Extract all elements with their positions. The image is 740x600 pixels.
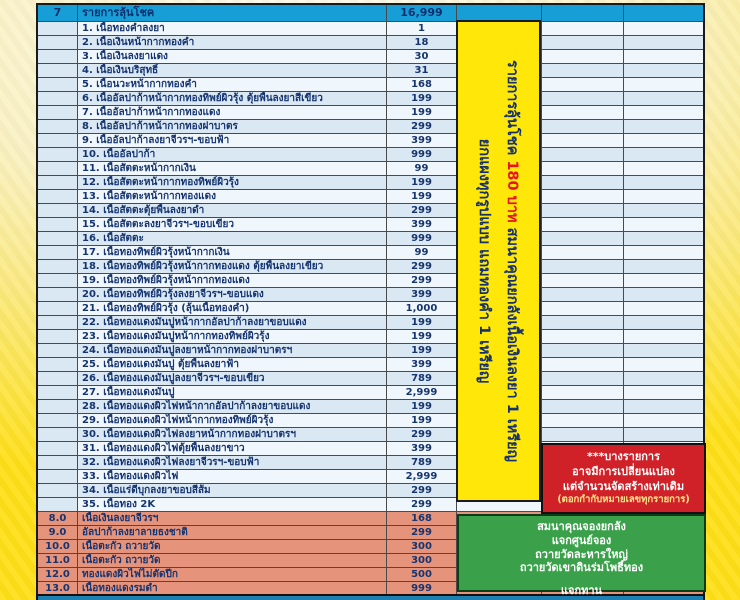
item-no [38, 92, 78, 106]
item-price: 399 [387, 358, 457, 372]
item-label: 16. เนื้อสัตตะ [78, 232, 387, 246]
empty-cell [542, 190, 624, 204]
table-row [38, 260, 703, 274]
item-price: 199 [387, 316, 457, 330]
empty-cell [624, 176, 703, 190]
item-price: 199 [387, 344, 457, 358]
item-price: 199 [387, 330, 457, 344]
notice-line: อาจมีการเปลี่ยนแปลง [572, 464, 675, 478]
item-no [38, 470, 78, 484]
table-row [38, 204, 703, 218]
item-label: เนื้อตะกั่ว ถวายวัด [78, 540, 387, 554]
header-label: รายการลุ้นโชค [78, 5, 387, 22]
item-label: 28. เนื้อทองแดงผิวไฟหน้ากากอัลปาก้าลงยาขอบแดง [78, 400, 387, 414]
empty-cell [624, 106, 703, 120]
item-label: 2. เนื้อเงินหน้ากากทองคำ [78, 36, 387, 50]
item-no: 8.0 [38, 512, 78, 526]
empty-cell [624, 22, 703, 36]
item-price: 399 [387, 134, 457, 148]
empty-cell [542, 148, 624, 162]
item-label: 9. เนื้ออัลปาก้าลงยาจีวรฯ-ขอบฟ้า [78, 134, 387, 148]
empty-cell [542, 162, 624, 176]
item-label: 25. เนื้อทองแดงมันปู ตุ้ยพื้นลงยาฟ้า [78, 358, 387, 372]
item-price: 199 [387, 190, 457, 204]
header-empty-cell [624, 5, 703, 22]
item-no [38, 232, 78, 246]
item-price: 31 [387, 64, 457, 78]
item-price: 199 [387, 176, 457, 190]
empty-cell [542, 358, 624, 372]
empty-cell [542, 22, 624, 36]
item-label: เนื้อเงินลงยาจีวรฯ [78, 512, 387, 526]
item-no [38, 316, 78, 330]
empty-cell [542, 372, 624, 386]
empty-cell [542, 106, 624, 120]
table-row [38, 400, 703, 414]
table-row [38, 162, 703, 176]
empty-cell [624, 372, 703, 386]
empty-cell [624, 78, 703, 92]
table-row [38, 190, 703, 204]
table-row [38, 232, 703, 246]
empty-cell [624, 134, 703, 148]
item-label: เนื้อทองแดงรมดำ [78, 582, 387, 596]
donation-notice-box [457, 514, 706, 597]
empty-cell [624, 302, 703, 316]
item-label: 8. เนื้ออัลปาก้าหน้ากากทองฝาบาตร [78, 120, 387, 134]
item-no [38, 204, 78, 218]
table-row [38, 316, 703, 330]
item-no [38, 162, 78, 176]
empty-cell [624, 162, 703, 176]
table-row [38, 134, 703, 148]
item-label: 24. เนื้อทองแดงมันปูลงยาหน้ากากทองฝาบาตรฯ [78, 344, 387, 358]
item-label: 18. เนื้อทองทิพย์ผิวรุ้งหน้ากากทองแดง ตุ้ยพื้นลงยาเขียว [78, 260, 387, 274]
item-label: 22. เนื้อทองแดงมันปูหน้ากากอัลปาก้าลงยาขอบแดง [78, 316, 387, 330]
item-price: 299 [387, 274, 457, 288]
item-no [38, 498, 78, 512]
item-label: 12. เนื้อสัตตะหน้ากากทองทิพย์ผิวรุ้ง [78, 176, 387, 190]
item-no [38, 22, 78, 36]
empty-cell [624, 50, 703, 64]
table-row [38, 246, 703, 260]
item-price: 199 [387, 414, 457, 428]
item-price: 789 [387, 372, 457, 386]
empty-cell [542, 232, 624, 246]
empty-cell [542, 288, 624, 302]
item-no [38, 260, 78, 274]
item-label: 20. เนื้อทองทิพย์ผิวรุ้งลงยาจีวรฯ-ขอบแดง [78, 288, 387, 302]
item-no [38, 372, 78, 386]
item-label: 11. เนื้อสัตตะหน้ากากเงิน [78, 162, 387, 176]
item-price: 199 [387, 92, 457, 106]
item-label: 30. เนื้อทองแดงผิวไฟลงยาหน้ากากทองฝาบาตรฯ [78, 428, 387, 442]
item-price: 999 [387, 232, 457, 246]
item-label: 26. เนื้อทองแดงมันปูลงยาจีวรฯ-ขอบเขียว [78, 372, 387, 386]
empty-cell [542, 344, 624, 358]
table-row [38, 148, 703, 162]
table-row [38, 64, 703, 78]
item-no: 11.0 [38, 554, 78, 568]
empty-cell [624, 400, 703, 414]
item-price: 199 [387, 400, 457, 414]
table-row [38, 92, 703, 106]
empty-cell [624, 386, 703, 400]
empty-cell [542, 246, 624, 260]
change-notice-box [541, 443, 706, 514]
table-row [38, 428, 703, 442]
table-row [38, 36, 703, 50]
empty-cell [624, 232, 703, 246]
item-no [38, 274, 78, 288]
notice-line: (ตอกกำกับหมายเลขทุกรายการ) [557, 494, 690, 506]
empty-cell [542, 428, 624, 442]
promo-line-1 [501, 22, 524, 500]
item-no [38, 484, 78, 498]
notice-line: แจกทาน [560, 584, 603, 597]
item-label: 3. เนื้อเงินลงยาแดง [78, 50, 387, 64]
item-no [38, 50, 78, 64]
item-label: 31. เนื้อทองแดงผิวไฟตุ้ยพื้นลงยาขาว [78, 442, 387, 456]
item-no [38, 64, 78, 78]
notice-line: ถวายวัดเขาดินร่มโพธิ์ทอง [519, 561, 644, 575]
empty-cell [624, 190, 703, 204]
item-no [38, 176, 78, 190]
item-no: 9.0 [38, 526, 78, 540]
item-no [38, 218, 78, 232]
item-price: 500 [387, 568, 457, 582]
item-no [38, 78, 78, 92]
item-no [38, 120, 78, 134]
item-label: 34. เนื้อแร่ดีบุกลงยาขอบสีส้ม [78, 484, 387, 498]
item-price: 299 [387, 260, 457, 274]
item-price: 1,000 [387, 302, 457, 316]
table-row [38, 50, 703, 64]
item-label: 17. เนื้อทองทิพย์ผิวรุ้งหน้ากากเงิน [78, 246, 387, 260]
item-price: 2,999 [387, 470, 457, 484]
empty-cell [542, 316, 624, 330]
item-label: 35. เนื้อทอง 2K [78, 498, 387, 512]
empty-cell [542, 176, 624, 190]
item-label: 1. เนื้อทองคำลงยา [78, 22, 387, 36]
table-row [38, 414, 703, 428]
item-price: 299 [387, 428, 457, 442]
item-no [38, 330, 78, 344]
item-label: 21. เนื้อทองทิพย์ผิวรุ้ง (ลุ้นเนื้อทองคำ) [78, 302, 387, 316]
item-price: 399 [387, 218, 457, 232]
empty-cell [542, 400, 624, 414]
item-label: 6. เนื้ออัลปาก้าหน้ากากทองทิพย์ผิวรุ้ง ตุ้ยพื้นลงยาสีเขียว [78, 92, 387, 106]
empty-cell [624, 358, 703, 372]
empty-cell [624, 120, 703, 134]
item-no [38, 414, 78, 428]
notice-line: แต่จำนวนจัดสร้างเท่าเดิม [562, 479, 685, 493]
header-price: 16,999 [387, 5, 457, 22]
empty-cell [624, 288, 703, 302]
item-price: 299 [387, 484, 457, 498]
table-row [38, 344, 703, 358]
item-price: 199 [387, 106, 457, 120]
item-no [38, 358, 78, 372]
table-row [38, 372, 703, 386]
item-no: 10.0 [38, 540, 78, 554]
item-no [38, 106, 78, 120]
item-price: 299 [387, 526, 457, 540]
table-header-row [38, 5, 703, 22]
item-label: 13. เนื้อสัตตะหน้ากากทองแดง [78, 190, 387, 204]
empty-cell [542, 386, 624, 400]
empty-cell [542, 260, 624, 274]
item-label: 23. เนื้อทองแดงมันปูหน้ากากทองทิพย์ผิวรุ้ง [78, 330, 387, 344]
table-row [38, 288, 703, 302]
item-label: 19. เนื้อทองทิพย์ผิวรุ้งหน้ากากทองแดง [78, 274, 387, 288]
empty-cell [624, 428, 703, 442]
item-label: 29. เนื้อทองแดงผิวไฟหน้ากากทองทิพย์ผิวรุ้ง [78, 414, 387, 428]
table-row [38, 386, 703, 400]
empty-cell [624, 148, 703, 162]
item-no [38, 302, 78, 316]
item-price: 399 [387, 288, 457, 302]
item-label: อัลปาก้าลงยาลายธงชาติ [78, 526, 387, 540]
table-row [38, 176, 703, 190]
item-label: 15. เนื้อสัตตะลงยาจีวรฯ-ขอบเขียว [78, 218, 387, 232]
table-row [38, 106, 703, 120]
item-label: 10. เนื้ออัลปาก้า [78, 148, 387, 162]
item-label: เนื้อตะกั่ว ถวายวัด [78, 554, 387, 568]
empty-cell [624, 36, 703, 50]
empty-cell [624, 316, 703, 330]
item-price: 999 [387, 582, 457, 596]
item-no [38, 36, 78, 50]
item-price: 300 [387, 540, 457, 554]
item-label: 14. เนื้อสัตตะตุ้ยพื้นลงยาดำ [78, 204, 387, 218]
empty-cell [542, 414, 624, 428]
empty-cell [542, 64, 624, 78]
item-label: 27. เนื้อทองแดงมันปู [78, 386, 387, 400]
table-row [38, 22, 703, 36]
item-price: 299 [387, 120, 457, 134]
item-label: 33. เนื้อทองแดงผิวไฟ [78, 470, 387, 484]
item-no: 12.0 [38, 568, 78, 582]
item-price: 168 [387, 512, 457, 526]
notice-line: สมนาคุณจองยกลัง [537, 520, 626, 533]
empty-cell [542, 50, 624, 64]
item-label: 4. เนื้อเงินบริสุทธิ์ [78, 64, 387, 78]
table-row [38, 274, 703, 288]
item-no: 13.0 [38, 582, 78, 596]
empty-cell [624, 64, 703, 78]
item-no [38, 288, 78, 302]
empty-cell [542, 78, 624, 92]
item-price: 789 [387, 456, 457, 470]
item-no [38, 190, 78, 204]
empty-cell [624, 344, 703, 358]
empty-cell [624, 414, 703, 428]
empty-cell [542, 302, 624, 316]
empty-cell [624, 330, 703, 344]
notice-line: แจกศูนย์จอง [551, 533, 612, 547]
item-no [38, 400, 78, 414]
item-label: ทองแดงผิวไฟไม่ตัดปีก [78, 568, 387, 582]
promo-price-highlight: 180 บาท [504, 160, 520, 223]
table-row [38, 330, 703, 344]
item-price: 18 [387, 36, 457, 50]
item-price: 30 [387, 50, 457, 64]
promo-line-1-post: สมนาคุณยกลังเนื้อเงินลงยา 1 เหรียญ [504, 222, 520, 462]
table-row [38, 78, 703, 92]
header-empty-cell [542, 5, 624, 22]
item-no [38, 442, 78, 456]
promo-banner-text [458, 22, 539, 500]
item-no [38, 134, 78, 148]
promo-banner [456, 20, 541, 502]
item-price: 99 [387, 246, 457, 260]
empty-cell [624, 260, 703, 274]
empty-cell [624, 246, 703, 260]
empty-cell [542, 120, 624, 134]
item-price: 99 [387, 162, 457, 176]
item-price: 299 [387, 204, 457, 218]
empty-cell [542, 92, 624, 106]
table-row [38, 302, 703, 316]
empty-cell [624, 274, 703, 288]
empty-cell [542, 330, 624, 344]
empty-cell [542, 204, 624, 218]
item-no [38, 246, 78, 260]
item-no [38, 456, 78, 470]
item-price: 1 [387, 22, 457, 36]
item-price: 299 [387, 498, 457, 512]
item-label: 7. เนื้ออัลปาก้าหน้ากากทองแดง [78, 106, 387, 120]
item-price: 168 [387, 78, 457, 92]
item-label: 32. เนื้อทองแดงผิวไฟลงยาจีวรฯ-ขอบฟ้า [78, 456, 387, 470]
item-price: 399 [387, 442, 457, 456]
item-no [38, 344, 78, 358]
notice-line: ***บางรายการ [586, 449, 661, 463]
item-price: 300 [387, 554, 457, 568]
item-no [38, 148, 78, 162]
promo-line-1-pre: รายการลุ้นโชค [504, 60, 520, 161]
empty-cell [542, 134, 624, 148]
item-no [38, 386, 78, 400]
item-no [38, 428, 78, 442]
item-price: 2,999 [387, 386, 457, 400]
table-row [38, 218, 703, 232]
header-no: 7 [38, 5, 78, 22]
empty-cell [624, 204, 703, 218]
empty-cell [624, 92, 703, 106]
table-row [38, 120, 703, 134]
item-label: 5. เนื้อนวะหน้ากากทองคำ [78, 78, 387, 92]
table-row [38, 358, 703, 372]
promo-line-2: ยกแผงทุกรูปแบบ แถมทองคำ 1 เหรียญ [476, 138, 492, 384]
empty-cell [624, 218, 703, 232]
item-price: 999 [387, 148, 457, 162]
empty-cell [542, 274, 624, 288]
notice-line: ถวายวัดละหารใหญ่ [535, 547, 628, 561]
empty-cell [542, 36, 624, 50]
empty-cell [542, 218, 624, 232]
